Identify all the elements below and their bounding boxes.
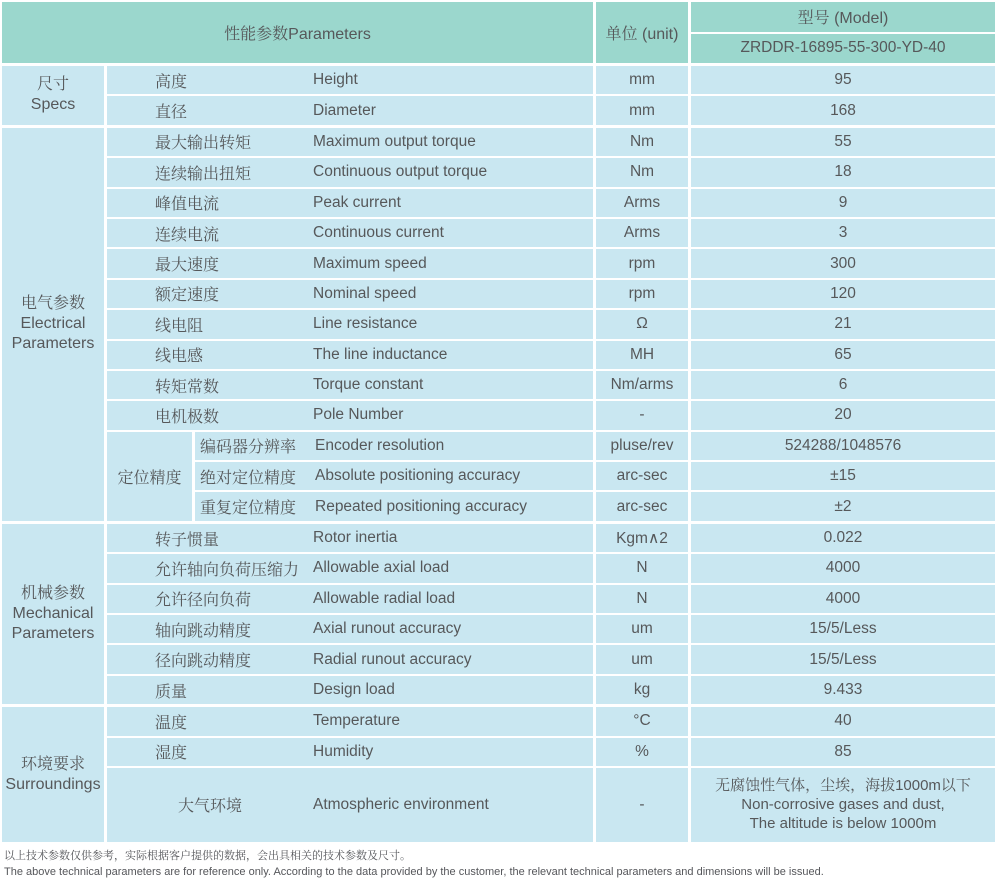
value-cell: 40 <box>691 707 995 735</box>
param-name-cell <box>107 615 593 643</box>
table-row <box>107 249 995 277</box>
value-cell: ±2 <box>691 492 995 520</box>
param-name-en: Maximum output torque <box>313 132 476 150</box>
category-label: Mechanical <box>12 605 94 623</box>
table-row <box>107 189 995 217</box>
param-name-cn: 径向跳动精度 <box>155 653 252 671</box>
category-label: 环境要求 <box>20 755 85 773</box>
table-row <box>107 615 995 643</box>
param-name-en: Diameter <box>313 101 376 119</box>
table-row <box>107 128 995 156</box>
category-label: Parameters <box>11 625 95 643</box>
category-cell <box>2 524 104 704</box>
param-name-cn: 连续输出扭矩 <box>155 165 252 183</box>
param-name-en: Height <box>313 71 358 89</box>
table-row <box>107 645 995 673</box>
unit-cell: - <box>596 768 688 842</box>
param-name-cn: 湿度 <box>155 745 188 763</box>
unit-cell: mm <box>596 96 688 124</box>
unit-cell: N <box>596 585 688 613</box>
param-name-cn: 允许轴向负荷压缩力 <box>155 561 300 579</box>
value-cell: 4000 <box>691 585 995 613</box>
value-cell: 4000 <box>691 554 995 582</box>
model-header-column <box>691 2 995 63</box>
param-name-en: Nominal speed <box>313 284 417 302</box>
unit-cell: % <box>596 738 688 766</box>
param-name-cell <box>107 219 593 247</box>
param-name-en: Radial runout accuracy <box>313 650 472 668</box>
param-name-cn: 电机极数 <box>155 408 220 426</box>
param-name-cn: 最大输出转矩 <box>155 135 252 153</box>
unit-cell: arc-sec <box>596 492 688 520</box>
table-body <box>2 66 995 842</box>
unit-cell: mm <box>596 66 688 94</box>
value-line: Non-corrosive gases and dust, <box>741 796 945 814</box>
param-name-cell <box>107 341 593 369</box>
value-cell: 168 <box>691 96 995 124</box>
category-label: Surroundings <box>5 775 101 793</box>
positioning-accuracy-group <box>107 432 995 521</box>
value-cell: 85 <box>691 738 995 766</box>
param-name-cn: 轴向跳动精度 <box>155 622 252 640</box>
unit-cell: Nm <box>596 158 688 186</box>
param-name-cell <box>107 585 593 613</box>
table-row <box>195 492 995 520</box>
param-name-en: Torque constant <box>313 376 424 394</box>
param-name-cn: 直径 <box>155 104 188 122</box>
unit-cell: rpm <box>596 280 688 308</box>
param-name-cn: 质量 <box>155 683 188 701</box>
table-row <box>107 371 995 399</box>
footnote-en: The above technical parameters are for reference only. According to the data provided by the customer, the relevant technical parameters and dimensions will be issued. <box>4 865 824 878</box>
value-cell: 20 <box>691 401 995 429</box>
table-row <box>107 158 995 186</box>
param-name-cn: 额定速度 <box>155 287 220 305</box>
param-name-en: Maximum speed <box>313 254 427 272</box>
param-name-cell <box>107 738 593 766</box>
unit-header: 单位 (unit) <box>596 2 688 63</box>
param-name-cn: 线电阻 <box>155 317 204 335</box>
category-cell <box>2 128 104 521</box>
params-header: 性能参数Parameters <box>2 2 593 63</box>
unit-cell: °C <box>596 707 688 735</box>
unit-cell: um <box>596 645 688 673</box>
unit-cell: Arms <box>596 219 688 247</box>
param-name-en: Rotor inertia <box>313 529 398 547</box>
unit-cell: Arms <box>596 189 688 217</box>
unit-cell: MH <box>596 341 688 369</box>
param-name-en: Atmospheric environment <box>313 795 489 813</box>
param-name-cn: 转矩常数 <box>155 378 220 396</box>
footnote-cn: 以上技术参数仅供参考，实际根据客户提供的数据，会出具相关的技术参数及尺寸。 <box>4 849 411 862</box>
param-name-cn: 允许径向负荷 <box>155 592 252 610</box>
unit-cell: Ω <box>596 310 688 338</box>
param-name-en: Line resistance <box>313 315 418 333</box>
param-name-en: Humidity <box>313 742 374 760</box>
param-name-cn: 连续电流 <box>155 226 220 244</box>
param-name-cn: 温度 <box>155 714 188 732</box>
table-row <box>107 96 995 124</box>
param-name-cell <box>107 524 593 552</box>
table-row <box>107 219 995 247</box>
section-specs <box>2 66 995 125</box>
table-row <box>107 280 995 308</box>
section-rows <box>107 128 995 521</box>
param-name-cell <box>107 676 593 704</box>
table-row <box>107 585 995 613</box>
unit-cell: Nm <box>596 128 688 156</box>
table-row <box>107 310 995 338</box>
param-name-en: Absolute positioning accuracy <box>315 467 521 485</box>
section-mechanical <box>2 524 995 704</box>
value-cell: 0.022 <box>691 524 995 552</box>
value-cell: 55 <box>691 128 995 156</box>
value-line: The altitude is below 1000m <box>749 815 937 833</box>
value-cell: ±15 <box>691 462 995 490</box>
category-label: 尺寸 <box>36 76 69 94</box>
param-name-en: Allowable axial load <box>313 559 450 577</box>
param-name-cell <box>107 401 593 429</box>
value-cell: 120 <box>691 280 995 308</box>
section-rows <box>107 66 995 125</box>
param-name-cell <box>107 158 593 186</box>
param-name-en: Allowable radial load <box>313 589 456 607</box>
param-name-cell <box>107 249 593 277</box>
table-row <box>107 768 995 842</box>
table-header <box>2 2 995 63</box>
category-cell <box>2 707 104 842</box>
param-name-cell <box>107 280 593 308</box>
param-name-en: Pole Number <box>313 406 404 424</box>
category-label: Electrical <box>20 315 86 333</box>
param-name-cell <box>107 96 593 124</box>
param-name-en: Continuous current <box>313 224 444 242</box>
param-name-cn: 最大速度 <box>155 257 220 275</box>
table-row <box>107 401 995 429</box>
param-name-cell <box>195 432 593 460</box>
value-cell: 95 <box>691 66 995 94</box>
param-name-cell <box>107 189 593 217</box>
table-row <box>107 341 995 369</box>
table-row <box>107 676 995 704</box>
value-cell: 9.433 <box>691 676 995 704</box>
param-name-en: Peak current <box>313 193 401 211</box>
param-name-en: Repeated positioning accuracy <box>315 497 527 515</box>
unit-cell: rpm <box>596 249 688 277</box>
section-electrical <box>2 128 995 521</box>
category-label: Parameters <box>11 335 95 353</box>
value-cell: 9 <box>691 189 995 217</box>
table-row <box>107 738 995 766</box>
section-rows <box>107 524 995 704</box>
category-label: 电气参数 <box>20 295 85 313</box>
param-name-cell <box>107 707 593 735</box>
category-label: Specs <box>30 96 76 114</box>
param-name-en: Temperature <box>313 712 401 730</box>
value-cell: 300 <box>691 249 995 277</box>
unit-cell: arc-sec <box>596 462 688 490</box>
param-name-cell <box>107 310 593 338</box>
value-cell: 15/5/Less <box>691 645 995 673</box>
value-line: 无腐蚀性气体，尘埃，海拔1000m以下 <box>715 777 971 795</box>
model-header: 型号 (Model) <box>691 2 995 32</box>
param-name-cn: 线电感 <box>155 348 204 366</box>
value-cell: 524288/1048576 <box>691 432 995 460</box>
param-name-cell <box>107 371 593 399</box>
category-cell <box>2 66 104 125</box>
table-row <box>195 462 995 490</box>
param-name-cn: 绝对定位精度 <box>200 469 297 487</box>
table-row <box>107 707 995 735</box>
param-name-cell <box>107 645 593 673</box>
param-name-en: Design load <box>313 681 395 698</box>
table-row <box>195 432 995 460</box>
param-name-cn: 高度 <box>155 73 188 91</box>
param-name-cell <box>107 554 593 582</box>
param-name-cn: 转子惯量 <box>155 531 220 549</box>
table-row <box>107 524 995 552</box>
param-name-cell <box>107 768 593 842</box>
subcategory-cell: 定位精度 <box>107 432 192 521</box>
section-rows <box>107 707 995 842</box>
category-label: 机械参数 <box>20 585 85 603</box>
value-cell: 15/5/Less <box>691 615 995 643</box>
param-name-cn: 重复定位精度 <box>200 500 297 518</box>
group-rows <box>195 432 995 521</box>
table-row <box>107 66 995 94</box>
unit-cell: kg <box>596 676 688 704</box>
unit-cell: Nm/arms <box>596 371 688 399</box>
param-name-cell <box>195 462 593 490</box>
footnote <box>4 848 998 880</box>
param-name-cell <box>107 66 593 94</box>
unit-cell: - <box>596 401 688 429</box>
param-name-cell <box>195 492 593 520</box>
unit-cell: Kgm∧2 <box>596 524 688 552</box>
section-surroundings <box>2 707 995 842</box>
param-name-en: Encoder resolution <box>315 436 445 454</box>
value-cell: 21 <box>691 310 995 338</box>
param-name-cn: 编码器分辨率 <box>200 439 297 457</box>
value-cell: 6 <box>691 371 995 399</box>
param-name-cell <box>107 128 593 156</box>
value-cell <box>691 768 995 842</box>
param-name-cn: 大气环境 <box>177 798 242 816</box>
unit-cell: um <box>596 615 688 643</box>
value-cell: 18 <box>691 158 995 186</box>
value-cell: 65 <box>691 341 995 369</box>
param-name-en: The line inductance <box>313 345 448 363</box>
param-name-cn: 峰值电流 <box>155 196 220 214</box>
unit-cell: pluse/rev <box>596 432 688 460</box>
model-value: ZRDDR-16895-55-300-YD-40 <box>691 34 995 64</box>
value-cell: 3 <box>691 219 995 247</box>
param-name-en: Axial runout accuracy <box>313 620 462 638</box>
table-row <box>107 554 995 582</box>
unit-cell: N <box>596 554 688 582</box>
param-name-en: Continuous output torque <box>313 163 488 181</box>
